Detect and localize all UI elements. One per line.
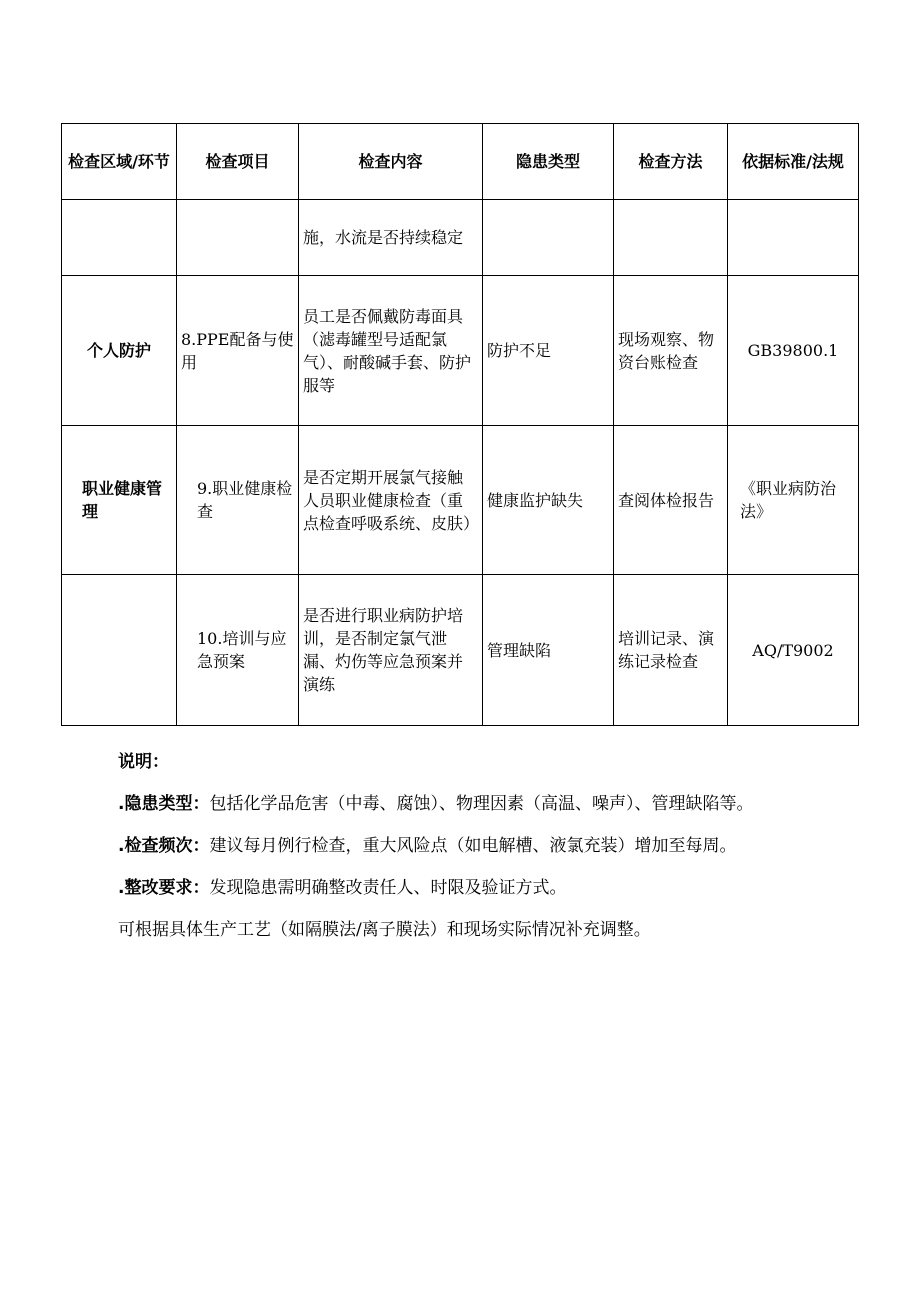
cell-standard: AQ/T9002 (728, 575, 859, 726)
header-item: 检查项目 (177, 124, 299, 200)
cell-item: 8.PPE配备与使用 (177, 276, 299, 426)
cell-method: 现场观察、物资台账检查 (614, 276, 728, 426)
note-label: 隐患类型： (124, 794, 210, 814)
note-item (118, 792, 753, 816)
cell-standard: GB39800.1 (728, 276, 859, 426)
header-hazard: 隐患类型 (483, 124, 614, 200)
note-text: 建议每月例行检查，重大风险点（如电解槽、液氯充装）增加至每周。 (209, 836, 737, 856)
note-label: 检查频次： (124, 836, 210, 856)
note-prefix: . (118, 794, 125, 814)
header-standard: 依据标准/法规 (728, 124, 859, 200)
cell-hazard (483, 200, 614, 276)
cell-hazard: 管理缺陷 (483, 575, 614, 726)
note-item (118, 834, 736, 858)
cell-content: 员工是否佩戴防毒面具（滤毒罐型号适配氯气）、耐酸碱手套、防护服等 (299, 276, 483, 426)
note-prefix: . (118, 836, 125, 856)
cell-content: 施，水流是否持续稳定 (299, 200, 483, 276)
notes-footer: 可根据具体生产工艺（如隔膜法/离子膜法）和现场实际情况补充调整。 (118, 920, 651, 940)
header-area: 检查区域/环节 (62, 124, 177, 200)
cell-hazard: 健康监护缺失 (483, 426, 614, 575)
cell-method (614, 200, 728, 276)
cell-area (62, 200, 177, 276)
note-label: 整改要求： (124, 878, 210, 898)
notes-title: 说明： (118, 752, 169, 772)
cell-content: 是否定期开展氯气接触人员职业健康检查（重点检查呼吸系统、皮肤） (299, 426, 483, 575)
cell-method: 培训记录、演练记录检查 (614, 575, 728, 726)
cell-method: 查阅体检报告 (614, 426, 728, 575)
cell-standard: 《职业病防治法》 (728, 426, 859, 575)
cell-item: 10.培训与应急预案 (177, 575, 299, 726)
table-header-row (62, 124, 859, 200)
cell-area: 个人防护 (62, 276, 177, 426)
cell-hazard: 防护不足 (483, 276, 614, 426)
table-row (62, 575, 859, 726)
table-row (62, 426, 859, 575)
inspection-table (61, 123, 859, 726)
note-text: 发现隐患需明确整改责任人、时限及验证方式。 (209, 878, 567, 898)
note-prefix: . (118, 878, 125, 898)
note-text: 包括化学品危害（中毒、腐蚀）、物理因素（高温、噪声）、管理缺陷等。 (209, 794, 754, 814)
cell-content: 是否进行职业病防护培训，是否制定氯气泄漏、灼伤等应急预案并演练 (299, 575, 483, 726)
cell-item: 9.职业健康检查 (177, 426, 299, 575)
header-content: 检查内容 (299, 124, 483, 200)
table-row (62, 200, 859, 276)
cell-standard (728, 200, 859, 276)
cell-item (177, 200, 299, 276)
header-method: 检查方法 (614, 124, 728, 200)
table-row (62, 276, 859, 426)
cell-area (62, 575, 177, 726)
cell-area: 职业健康管理 (62, 426, 177, 575)
note-item (118, 876, 566, 900)
